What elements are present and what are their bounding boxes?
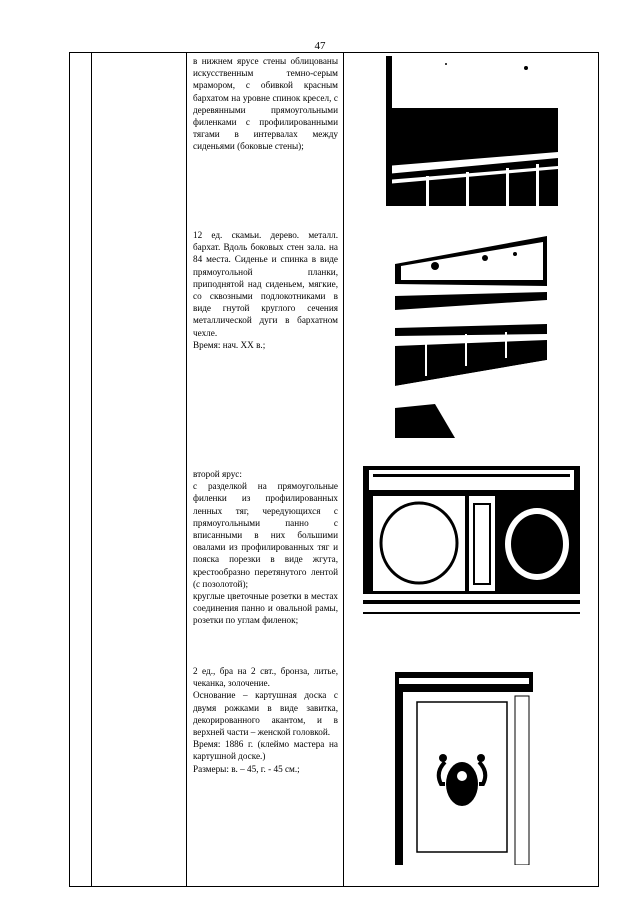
entry-paragraph: круглые цветочные розетки в местах соединения панно и овальной рамы, розетки по углам филенок;	[193, 591, 338, 626]
entry-description	[193, 665, 338, 775]
wall-marble-lower-tier-photo	[386, 56, 558, 206]
entry-paragraph: с разделкой на прямоугольные филенки из профилированных ленных тяг, чередующихся с прямоугольными панно с вписанными в них большими овалами из профилированных тяг и пояска порезки в виде жгута, крестообразно перетянутого лентой (с позолотой);	[193, 481, 338, 589]
entry-paragraph: в нижнем ярусе стены облицованы искусственным темно-серым мрамором, с обивкой красным бархатом на уровне спинок кресел, с деревянными прямоугольными филенками с профилированными тягами в интервалах между сиденьями (боковые стены);	[193, 56, 338, 152]
entry-paragraph: второй ярус:	[193, 469, 242, 479]
entry-description	[193, 468, 338, 627]
column-divider	[91, 53, 92, 886]
entry-paragraph: Основание – картушная доска с двумя рожками в виде завитка, декорированного акантом, и в верхней части – женской головкой.	[193, 690, 338, 738]
entry-description	[193, 229, 338, 351]
entry-description	[193, 55, 338, 153]
column-divider	[343, 53, 344, 886]
entry-paragraph: Время: нач. XX в.;	[193, 339, 266, 350]
second-tier-ovals-photo	[363, 466, 580, 622]
entry-paragraph: 2 ед., бра на 2 свт., бронза, литье, чеканка, золочение.	[193, 666, 338, 689]
entry-paragraph: Размеры: в. – 45, г. - 45 см.;	[193, 763, 300, 774]
entry-paragraph: 12 ед. скамьи. дерево. металл. бархат. Вдоль боковых стен зала. на 84 места. Сиденье и спинка в виде прямоугольной планки, приподнятой над сиденьем, мягкие, со сквозными подлокотниками в виде гнутой круглого сечения металлической дуги в бархатном чехле.	[193, 230, 338, 338]
page-number: 47	[314, 40, 326, 52]
sconce-photo	[395, 672, 533, 865]
entry-paragraph: Время: 1886 г. (клеймо мастера на картушной доске.)	[193, 739, 338, 762]
benches-photo	[395, 236, 547, 438]
column-divider	[186, 53, 187, 886]
